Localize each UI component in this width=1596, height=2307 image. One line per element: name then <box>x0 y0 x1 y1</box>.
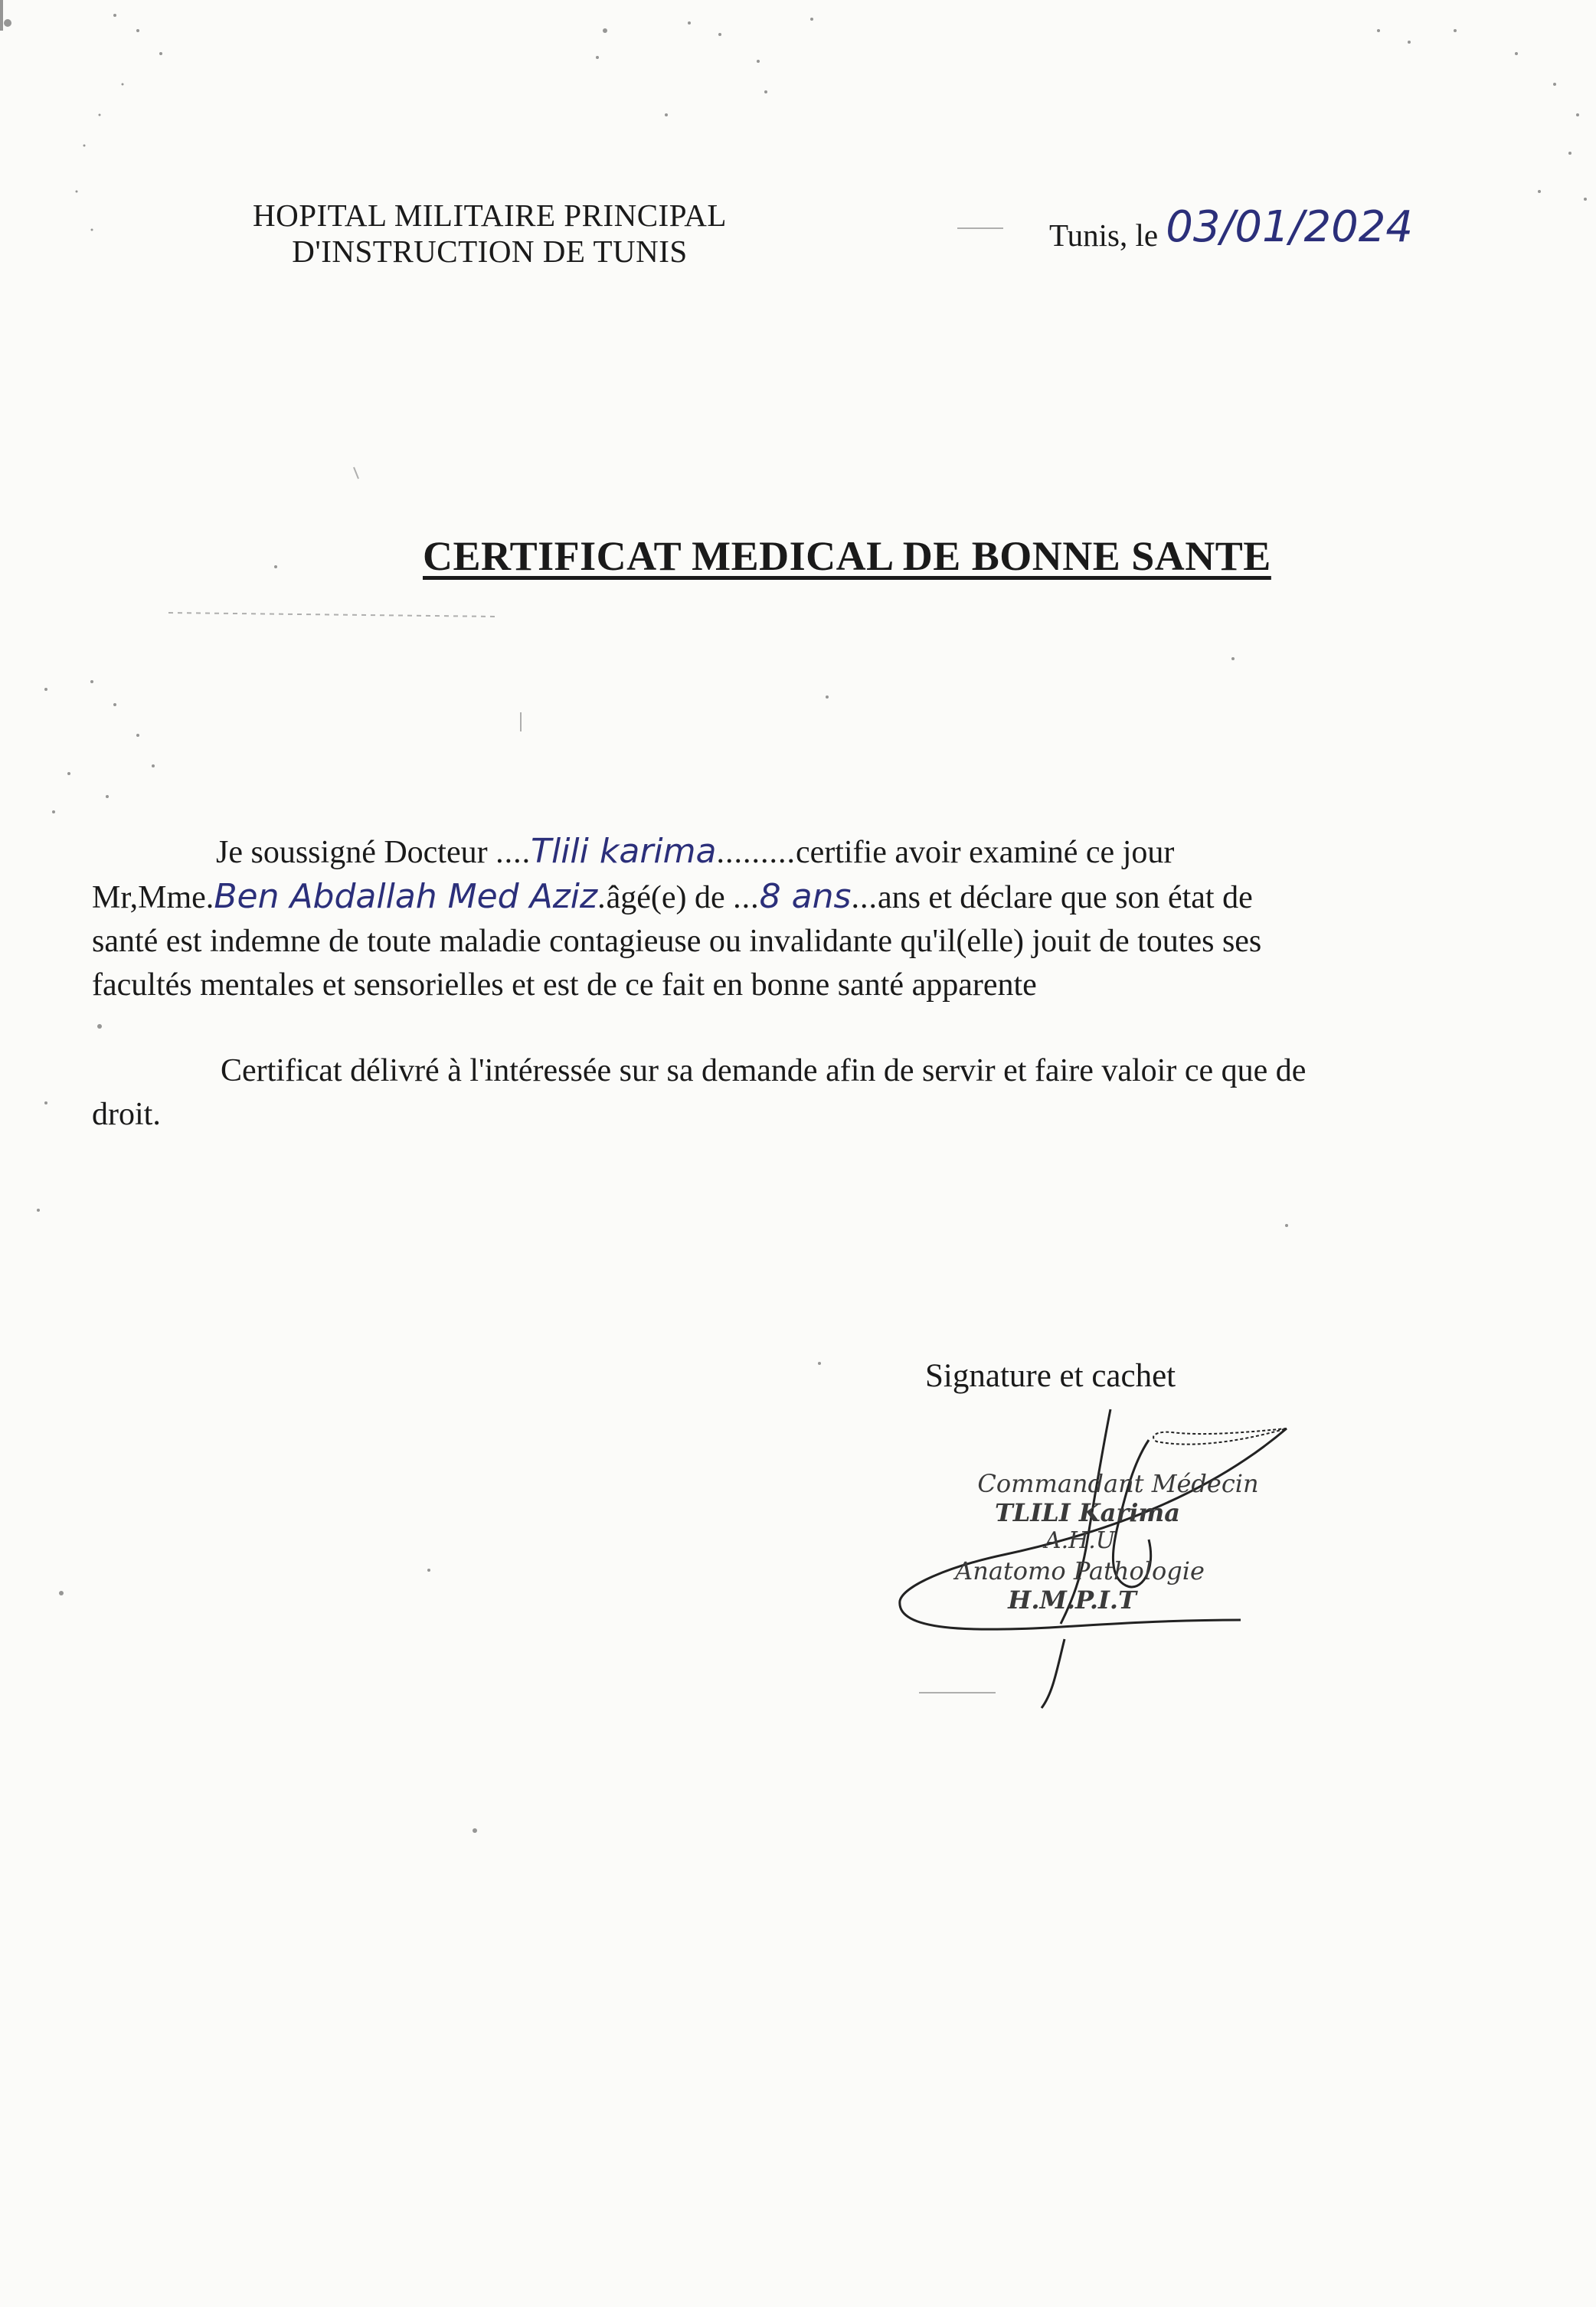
doctor-name-handwritten: Tlili karima <box>531 832 717 871</box>
date-prefix: Tunis, le <box>1049 218 1159 253</box>
institution-line-1: HOPITAL MILITAIRE PRINCIPAL <box>253 198 727 233</box>
doctor-stamp <box>881 1402 1310 1723</box>
declaration-text: ans et déclare que son état de <box>877 880 1253 915</box>
institution-line-2: D'INSTRUCTION DE TUNIS <box>292 234 688 270</box>
patient-name-handwritten: Ben Abdallah Med Aziz <box>214 877 598 916</box>
certify-text: certifie avoir examiné ce jour <box>795 835 1175 870</box>
age-handwritten: 8 ans <box>759 877 852 916</box>
title-prefix: Mr,Mme. <box>92 880 214 915</box>
institution-header <box>253 198 727 270</box>
date-handwritten: 03/01/2024 <box>1166 202 1414 252</box>
closing-paragraph <box>92 1049 1585 1137</box>
document-title: CERTIFICAT MEDICAL DE BONNE SANTE <box>423 533 1271 579</box>
age-label: âgé(e) de <box>606 880 725 915</box>
body-line-3: santé est indemne de toute maladie contagieuse ou invalidante qu'il(elle) jouit de toutes ses <box>92 924 1262 959</box>
stamp-line-2: TLILI Karima <box>994 1498 1181 1527</box>
certificate-body <box>92 830 1585 1007</box>
intro-text: Je soussigné Docteur <box>216 835 488 870</box>
stamp-line-3: A.H.U <box>1044 1527 1116 1554</box>
stamp-line-5: H.M.P.I.T <box>1008 1585 1136 1615</box>
stamp-line-1: Commandant Médecin <box>977 1469 1259 1498</box>
stamp-line-4: Anatomo Pathologie <box>955 1556 1205 1585</box>
body-line-4: facultés mentales et sensorielles et est de ce fait en bonne santé apparente <box>92 967 1037 1003</box>
closing-line-2: droit. <box>92 1097 161 1132</box>
signature-label: Signature et cachet <box>925 1358 1176 1394</box>
date-line <box>1049 202 1414 257</box>
body-line-2: Mr,Mme.Ben Abdallah Med Aziz.âgé(e) de ...8 ans...ans et déclare que son état de <box>92 877 1253 916</box>
body-line-1: Je soussigné Docteur ....Tlili karima.........certifie avoir examiné ce jour <box>216 832 1175 871</box>
closing-line-1 <box>92 1049 1585 1093</box>
closing-text: Certificat délivré à l'intéressée sur sa demande afin de servir et faire valoir ce que de <box>221 1053 1307 1088</box>
